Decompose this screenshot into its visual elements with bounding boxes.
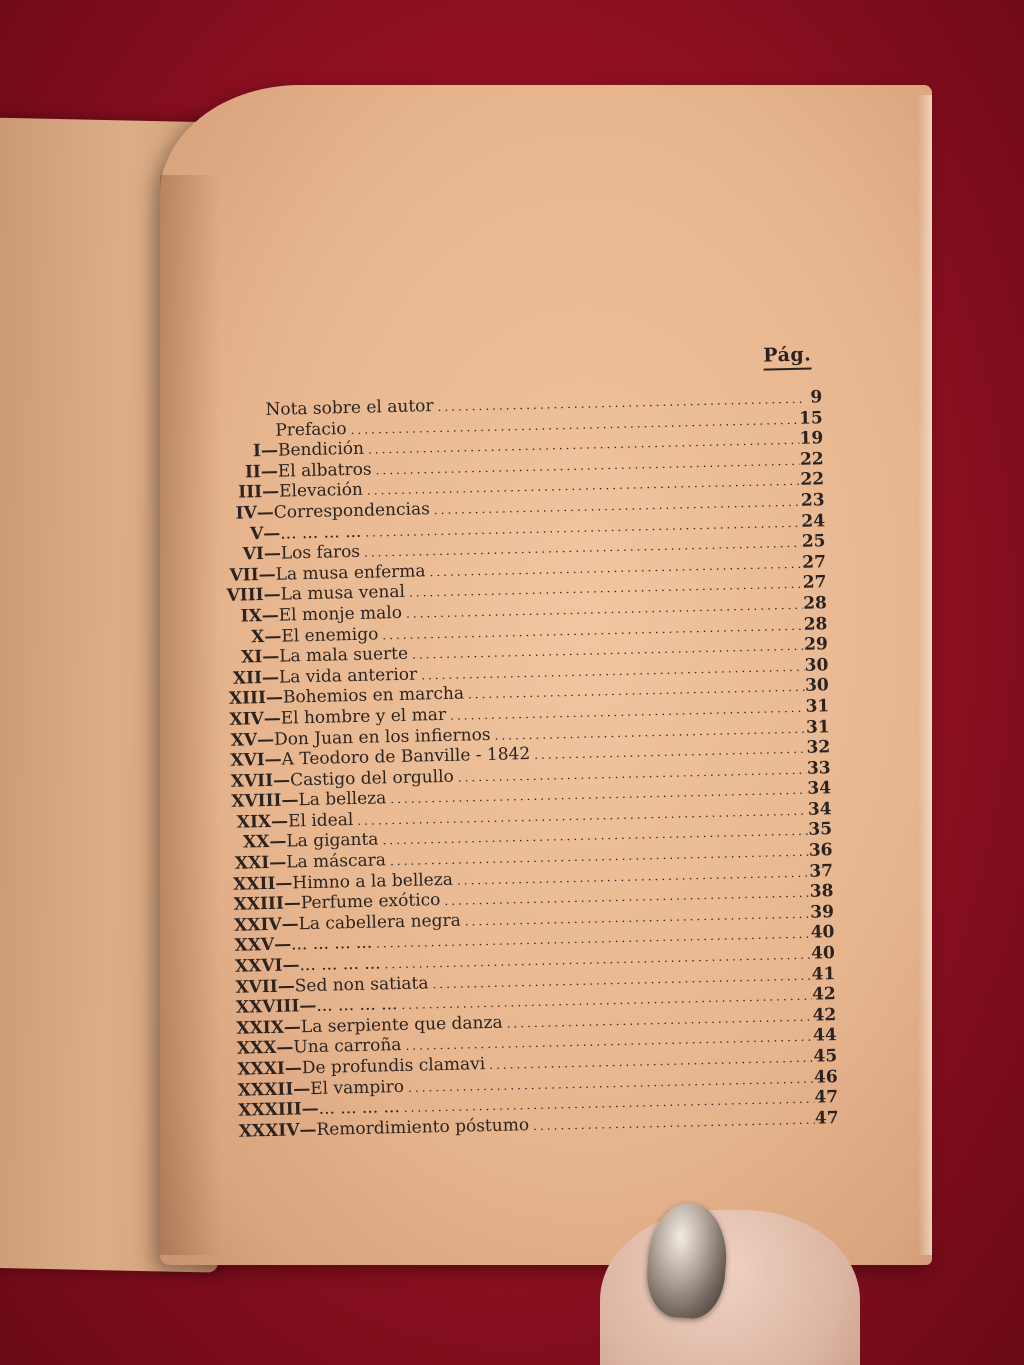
toc-entry-page: 39	[810, 901, 835, 923]
toc-entry-dash: —	[284, 1058, 303, 1079]
toc-entry-page: 40	[810, 943, 836, 964]
toc-entry-page: 28	[803, 613, 828, 635]
toc-entry-page: 32	[806, 737, 831, 758]
toc-entry-page: 35	[808, 819, 833, 841]
toc-entry-title: Bohemios en marcha	[282, 683, 465, 708]
toc-entry-dash: —	[276, 1037, 294, 1059]
toc-entry-number: XIII	[228, 688, 267, 710]
toc-entry-title: El hombre y el mar	[280, 704, 447, 729]
page-gutter-shadow	[160, 175, 220, 1255]
toc-entry-page: 34	[807, 778, 832, 799]
toc-entry-dash: —	[262, 646, 280, 668]
toc-entry-dash: —	[261, 667, 280, 688]
toc-entry-number: XXXI	[237, 1058, 286, 1080]
toc-entry-page: 42	[812, 1004, 837, 1026]
toc-entry-page: 22	[800, 469, 825, 491]
toc-entries	[222, 387, 839, 1142]
toc-entry-dash: —	[260, 461, 279, 482]
toc-entry-title: ... ... ... ...	[316, 994, 398, 1017]
toc-entry-dash: —	[258, 564, 276, 585]
toc-entry-page: 9	[810, 387, 823, 408]
toc-entry-number: XX	[242, 832, 270, 854]
toc-entry-page: 46	[813, 1066, 838, 1088]
toc-entry-title: De profundis clamavi	[301, 1054, 486, 1079]
toc-entry-number: XXII	[232, 873, 276, 895]
toc-entry-page: 25	[801, 531, 826, 552]
toc-entry-dash: —	[263, 708, 281, 729]
toc-entry-number: XVII	[235, 976, 278, 998]
toc-entry-title: Perfume exótico	[300, 890, 441, 914]
toc-entry-number: XXV	[234, 935, 275, 957]
toc-entry-title: La cabellera negra	[298, 910, 461, 935]
toc-entry-number: XI	[240, 647, 263, 668]
toc-entry-title: El albatros	[277, 459, 372, 482]
toc-entry-page: 41	[811, 963, 836, 985]
toc-entry-dash: —	[269, 852, 287, 874]
toc-entry-number: XVI	[230, 750, 265, 771]
toc-entry-title: La vida anterior	[278, 664, 418, 688]
toc-entry-dash: —	[264, 749, 282, 771]
toc-entry-title: ... ... ... ...	[280, 521, 362, 544]
toc-entry-title: La musa enferma	[275, 561, 426, 585]
toc-entry-number: XXXII	[237, 1079, 294, 1101]
toc-entry-dash: —	[264, 626, 282, 647]
toc-entry-dash: —	[275, 873, 293, 894]
hand	[600, 1210, 860, 1365]
toc-entry-title: ... ... ... ...	[318, 1097, 400, 1120]
toc-entry-number: XV	[230, 729, 258, 751]
toc-entry-title: Castigo del orgullo	[289, 766, 455, 791]
toc-entry-page: 47	[814, 1087, 839, 1108]
toc-entry-number: IX	[240, 605, 263, 627]
toc-entry-page: 31	[805, 696, 830, 717]
toc-entry-page: 30	[804, 675, 830, 697]
toc-entry-number: IV	[235, 503, 258, 524]
toc-entry-number: XVII	[230, 770, 274, 792]
toc-entry-dash: —	[261, 482, 280, 503]
toc-entry-title: Elevación	[278, 480, 364, 502]
toc-entry-title: La mala suerte	[279, 643, 409, 667]
toc-entry-title: Remordimiento póstumo	[316, 1114, 530, 1140]
toc-entry-dash: —	[270, 811, 289, 832]
toc-entry-number: VII	[229, 564, 259, 586]
toc-entry-number: III	[238, 482, 263, 503]
toc-entry-page: 33	[806, 757, 831, 779]
toc-entry-number: II	[244, 461, 262, 483]
toc-entry-dash: —	[277, 976, 295, 997]
toc-entry-title: ... ... ... ...	[290, 933, 373, 955]
toc-entry-number: VIII	[226, 585, 264, 607]
page-edge	[918, 95, 932, 1255]
toc-entry-number: XXXIII	[238, 1099, 302, 1121]
toc-entry-page: 40	[810, 922, 835, 944]
toc-entry-title: Los faros	[280, 541, 361, 564]
toc-entry-dash: —	[269, 832, 287, 853]
toc-entry-dash: —	[281, 914, 299, 935]
toc-entry-dash: —	[299, 996, 317, 1017]
toc-entry-number: I	[252, 441, 262, 462]
toc-entry-number: XXIII	[233, 893, 285, 916]
toc-entry-title: El enemigo	[281, 623, 379, 647]
toc-entry-number: XXIV	[233, 914, 282, 936]
toc-entry-dash: —	[256, 502, 275, 524]
toc-entry-page: 44	[812, 1025, 837, 1047]
toc-entry-number: XXVIII	[235, 996, 300, 1018]
toc-entry-dash: —	[263, 584, 281, 606]
toc-entry-title: Nota sobre el autor	[265, 396, 434, 420]
toc-entry-title: La máscara	[286, 850, 387, 873]
toc-entry-page: 19	[799, 428, 824, 449]
toc-entry-title: Sed non satiata	[294, 972, 429, 997]
toc-entry-title: El vampiro	[310, 1076, 405, 1099]
toc-entry-dash: —	[281, 790, 299, 811]
toc-entry-number: XII	[232, 667, 263, 689]
toc-entry-title: Correspondencias	[273, 499, 431, 523]
table-of-contents	[221, 343, 839, 1142]
toc-entry-number: V	[249, 523, 264, 544]
toc-entry-dash: —	[272, 770, 291, 791]
toc-entry-page: 22	[799, 449, 824, 470]
toc-entry-dash: —	[273, 934, 292, 956]
toc-entry-page: 34	[807, 799, 832, 820]
toc-entry-page: 31	[805, 716, 830, 738]
toc-entry-page: 27	[802, 572, 827, 594]
toc-entry-number: XXX	[236, 1038, 277, 1060]
toc-entry-number	[223, 415, 255, 416]
toc-entry-page: 47	[814, 1107, 839, 1129]
toc-entry-dash: —	[293, 1078, 311, 1100]
toc-entry-number: XIV	[229, 708, 264, 730]
toc-entry-title: Prefacio	[275, 418, 347, 441]
toc-entry-title: El monje malo	[278, 602, 403, 626]
toc-entry-title: La serpiente que danza	[300, 1012, 503, 1038]
toc-entry-dash: —	[261, 605, 279, 626]
toc-entry-dash: —	[301, 1099, 319, 1120]
toc-entry-dash: —	[283, 1017, 302, 1038]
toc-entry-dash: —	[299, 1119, 317, 1141]
toc-entry-dash: —	[256, 729, 275, 750]
toc-entry-title: Don Juan en los infiernos	[273, 724, 491, 750]
toc-entry-title: Himno a la belleza	[292, 869, 454, 894]
toc-entry-title: Bendición	[277, 438, 365, 461]
toc-entry-page: 15	[798, 407, 823, 429]
toc-entry-dash: —	[283, 893, 302, 914]
page-column-label: Pág.	[763, 344, 812, 371]
toc-entry-number: VI	[242, 544, 265, 565]
toc-entry-title: El ideal	[287, 809, 354, 832]
toc-entry-title: Una carroña	[293, 1035, 402, 1058]
toc-entry-page: 29	[803, 634, 829, 655]
toc-entry-page: 24	[801, 510, 826, 532]
toc-entry-number: XVIII	[231, 790, 282, 813]
toc-entry-title: La musa venal	[280, 582, 406, 605]
toc-entry-page: 45	[813, 1046, 838, 1067]
toc-entry-number: XXVI	[234, 955, 283, 977]
toc-entry-number: X	[250, 626, 265, 647]
toc-entry-number	[223, 436, 262, 437]
toc-entry-dash: —	[263, 543, 282, 565]
toc-entry-page: 28	[803, 593, 828, 614]
toc-entry-number: XXIX	[236, 1017, 285, 1039]
toc-entry-page: 30	[804, 654, 829, 676]
toc-entry-dash: —	[263, 523, 281, 544]
toc-entry-number: XXI	[234, 853, 270, 874]
toc-entry-title: A Teodoro de Banville - 1842	[281, 744, 531, 770]
toc-entry-page: 23	[800, 490, 825, 511]
toc-entry-number: XIX	[236, 811, 272, 833]
toc-entry-title: La giganta	[286, 829, 379, 853]
toc-entry-page: 27	[802, 551, 827, 573]
toc-entry-title: ... ... ... ...	[299, 953, 381, 976]
toc-entry-page: 37	[809, 860, 834, 882]
toc-entry-title: La belleza	[298, 788, 387, 811]
toc-entry-page: 38	[809, 881, 834, 902]
toc-entry-page: 36	[808, 840, 833, 861]
toc-entry-dash: —	[265, 687, 284, 709]
toc-entry-page: 42	[811, 984, 837, 1005]
toc-entry-dash: —	[282, 955, 300, 976]
toc-entry-number: XXXIV	[238, 1120, 300, 1142]
toc-entry-dash: —	[260, 440, 279, 462]
